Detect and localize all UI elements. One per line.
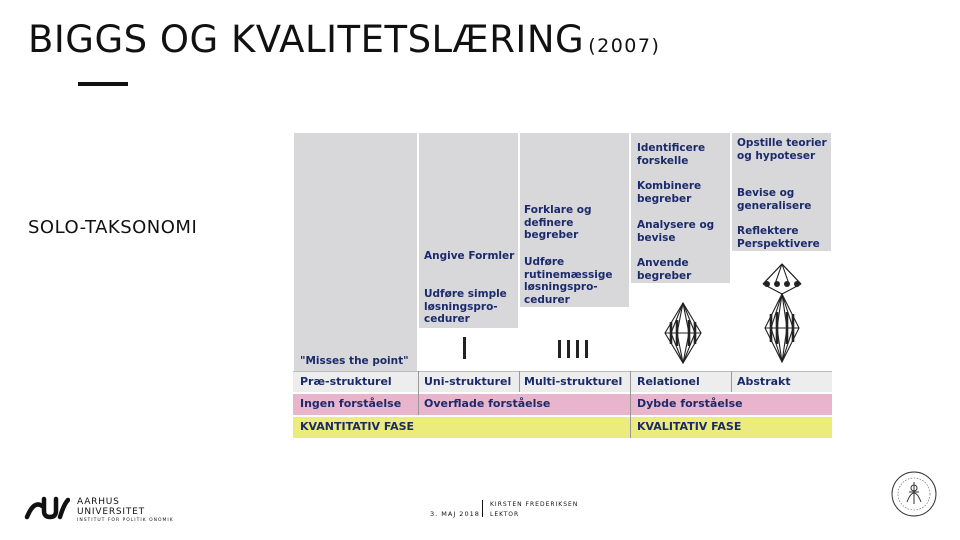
verb-multi-1: Forklare og definere begreber	[524, 204, 592, 241]
separator-line	[519, 371, 520, 392]
separator-line	[630, 371, 631, 438]
separator-line	[418, 371, 419, 415]
relational-structure-icon	[657, 300, 709, 366]
level-relational: Relationel	[637, 375, 700, 388]
level-multistructural: Multi-strukturel	[524, 375, 623, 388]
solo-taxonomy-diagram	[293, 132, 832, 438]
phase-quantitative: KVANTITATIV FASE	[300, 420, 415, 433]
structure-level-row	[293, 371, 832, 392]
presentation-date: 3. MAJ 2018	[430, 510, 480, 518]
verb-uni-2: Udføre simple løsningspro- cedurer	[424, 288, 507, 325]
level-unistructural: Uni-strukturel	[424, 375, 512, 388]
verb-rel-2: Kombinere begreber	[637, 180, 702, 205]
misses-the-point-label: "Misses the point"	[300, 355, 409, 367]
footer-divider	[482, 500, 483, 517]
separator-line	[731, 371, 732, 392]
verb-rel-1: Identificere forskelle	[637, 142, 706, 167]
understanding-deep: Dybde forståelse	[637, 397, 743, 410]
verb-rel-4: Anvende begreber	[637, 257, 692, 282]
title-text: BIGGS OG KVALITETSLÆRING	[28, 18, 585, 61]
university-seal-icon	[890, 470, 938, 518]
multi-structure-bar-1	[558, 340, 561, 358]
author-name: KIRSTEN FREDERIKSEN	[490, 501, 579, 508]
column-prestructural-cell	[294, 133, 417, 371]
aarhus-university-logo-icon	[24, 496, 70, 520]
understanding-none: Ingen forståelse	[300, 397, 402, 410]
university-name-line2: UNIVERSITET	[77, 507, 145, 517]
author-role: LEKTOR	[490, 511, 520, 518]
verb-abs-1: Opstille teorier og hypoteser	[737, 137, 827, 162]
level-prestructural: Præ-strukturel	[300, 375, 392, 388]
institute-name: INSTITUT FOR POLITIK ONOMIK	[77, 518, 174, 523]
verb-uni-1: Angive Formler	[424, 250, 515, 262]
page-title	[28, 18, 660, 61]
verb-abs-2: Bevise og generalisere	[737, 187, 812, 212]
university-name-line1: AARHUS	[77, 497, 120, 507]
verb-abs-3: Reflektere Perspektivere	[737, 225, 820, 250]
level-abstract: Abstrakt	[737, 375, 791, 388]
title-underline	[78, 82, 128, 86]
multi-structure-bar-2	[567, 340, 570, 358]
multi-structure-bar-3	[576, 340, 579, 358]
title-year: (2007)	[588, 35, 661, 57]
verb-rel-3: Analysere og bevise	[637, 219, 715, 244]
understanding-surface: Overflade forståelse	[424, 397, 551, 410]
phase-row	[293, 417, 832, 438]
section-subtitle: SOLO-TAKSONOMI	[28, 217, 198, 238]
multi-structure-bar-4	[585, 340, 588, 358]
uni-structure-bar	[463, 337, 466, 359]
abstract-structure-icon	[755, 258, 809, 366]
verb-multi-2: Udføre rutinemæssige løsningspro- cedurer	[524, 256, 613, 306]
phase-qualitative: KVALITATIV FASE	[637, 420, 742, 433]
understanding-row	[293, 394, 832, 415]
